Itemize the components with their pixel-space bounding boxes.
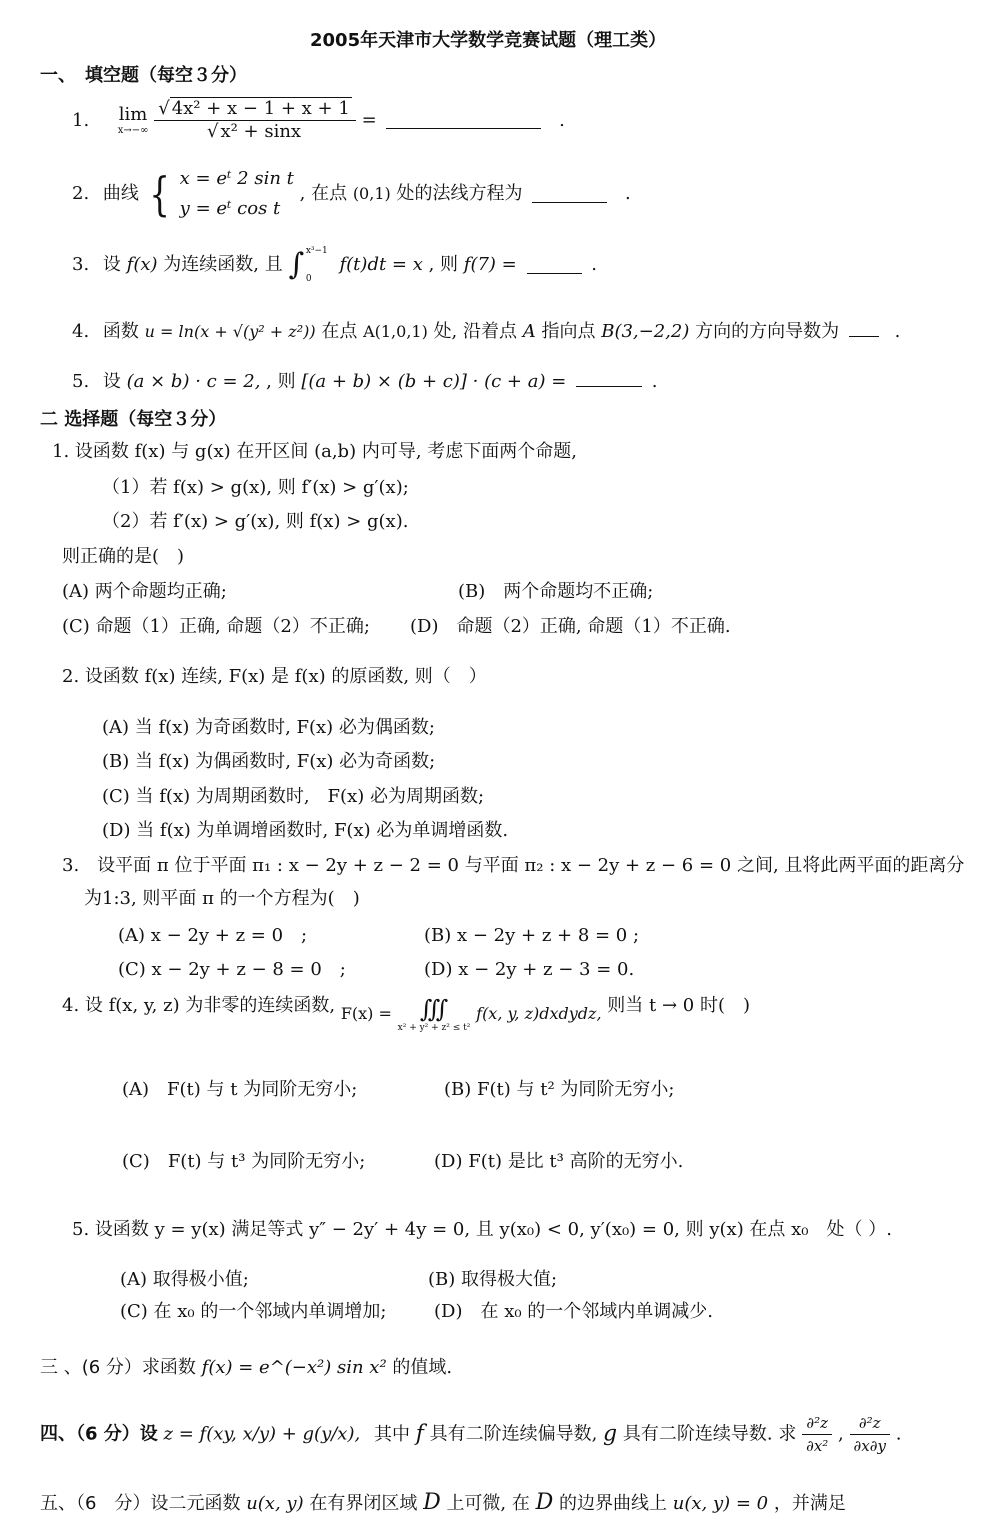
symbol-f: f (415, 1421, 424, 1447)
partial-derivative-xx (802, 1412, 832, 1457)
F-definition: F(x) = (340, 1004, 392, 1023)
question-number: 4. (72, 321, 90, 342)
problem-3-lead: 三 、(6 分）求函数 (40, 1357, 196, 1378)
limit-label: lim (118, 103, 148, 125)
point-a: A(1,0,1) (363, 322, 428, 341)
fill-question-5 (72, 370, 657, 394)
option-a: (A) F(t) 与 t 为同阶无穷小; (122, 1079, 358, 1100)
end-mark: . (624, 183, 631, 204)
fraction-denominator: √ x² + sinx (206, 121, 302, 142)
param-line-y: y = eᵗ cos t (179, 198, 281, 219)
question-number: 3. (72, 254, 90, 275)
choice-question-3-cont: 为1:3, 则平面 π 的一个方程为( ) (84, 888, 360, 909)
option-c: (C) x − 2y + z − 8 = 0 ; (118, 959, 346, 980)
pd-xy-num: ∂²z (850, 1412, 890, 1435)
option-b: (B) F(t) 与 t² 为同阶无穷小; (444, 1079, 675, 1100)
triple-integral (398, 996, 471, 1034)
upper-limit: x³−1 (305, 246, 328, 256)
point-coord: (0,1) (352, 184, 391, 203)
problem-4: 四、（6 分）设 z = f(xy, x/y) + g(y/x), 其中 f 具有二阶连续偏导数, g 具有二阶连续导数. 求 $\frac{\text{∂²z}}{\text{∂x²}}$ , $\frac{\text{∂²z}}{\partial x\partial y}$ . (40, 1414, 902, 1455)
problem-4-text: 具有二阶连续偏导数, (429, 1423, 598, 1445)
question-lead: 设 (102, 371, 121, 392)
system-brace: { (149, 167, 170, 221)
option-d: (D) 命题（2）正确, 命题（1）不正确. (410, 616, 731, 637)
problem-3-function: f(x) = e^(−x²) sin x² (201, 1357, 387, 1378)
limit-operator (118, 105, 149, 137)
end-mark: . (559, 109, 565, 131)
choice-question-5: 5. 设函数 y = y(x) 满足等式 y″ − 2y′ + 4y = 0, 且 y(x₀) < 0, y′(x₀) = 0, 则 y(x) 在点 x₀ 处（ ）. (72, 1219, 892, 1240)
integration-region: x² + y² + z² ≤ t² (397, 1023, 471, 1033)
fraction-numerator: √ 4x² + x − 1 + x + 1 (154, 98, 356, 121)
option-c: (C) 当 f(x) 为周期函数时, F(x) 必为周期函数; (102, 786, 485, 807)
answer-blank (527, 257, 582, 274)
lower-limit: 0 (305, 274, 312, 284)
problem-5-tail: ，并满足 (773, 1493, 846, 1514)
function-symbol: f(x) (126, 254, 158, 275)
option-d: (D) x − 2y + z − 3 = 0. (424, 959, 635, 980)
integrand: f(x, y, z)dxdydz, (476, 1004, 602, 1023)
problem-4-text: 其中 (373, 1423, 410, 1445)
fill-question-1 (72, 98, 565, 160)
f7-expr: f(7) = (463, 254, 517, 275)
fill-question-4 (72, 320, 900, 344)
question-text: 指向点 (541, 321, 596, 342)
question-lead: 曲线 (102, 183, 139, 204)
question-text: 为连续函数, 且 (163, 254, 283, 275)
question-number: 5. (72, 371, 90, 392)
integral-sign: ∫ (288, 247, 305, 282)
question-number: 1. (72, 109, 90, 131)
pd-xy-den: ∂x∂y (853, 1437, 886, 1455)
pd-xx-num: ∂²z (802, 1412, 832, 1435)
problem-3 (40, 1356, 452, 1380)
answer-blank (386, 112, 541, 129)
condition-expr: (a × b) · c = 2, (126, 371, 261, 392)
page-title: 2005年天津市大学数学竞赛试题（理工类） (310, 30, 667, 51)
option-a: (A) 当 f(x) 为奇函数时, F(x) 必为偶函数; (102, 717, 435, 738)
option-c: (C) 在 x₀ 的一个邻域内单调增加; (120, 1301, 387, 1322)
limit-fraction (154, 98, 356, 143)
option-a: (A) 取得极小值; (120, 1269, 249, 1290)
problem-5-text: 上可微, 在 (446, 1493, 530, 1514)
question-text: 处的法线方程为 (396, 183, 523, 204)
choice-ask: 则正确的是( ) (62, 546, 185, 567)
question-text: 在点 (321, 321, 358, 342)
problem-4-function: z = f(xy, x/y) + g(y/x), (163, 1423, 361, 1445)
question-text: , 则 (266, 371, 296, 392)
question-text: 处, 沿着点 (433, 321, 518, 342)
question-text: , 在点 (299, 183, 348, 204)
question-number: 2. (72, 183, 90, 204)
problem-3-tail: 的值域. (392, 1357, 453, 1378)
option-b: (B) 两个命题均不正确; (458, 581, 654, 602)
answer-blank (532, 186, 607, 203)
point-a-label: A (522, 321, 536, 342)
problem-5-text: 在有界闭区域 (309, 1493, 418, 1514)
question-lead: 4. 设 f(x, y, z) 为非零的连续函数, (62, 995, 336, 1016)
end-mark: . (894, 321, 901, 342)
problem-5-text: 的边界曲线上 (559, 1493, 667, 1514)
question-lead: 设 (102, 254, 121, 275)
integral-limits (306, 244, 328, 286)
problem-4-lead: 四、（6 分）设 (40, 1423, 158, 1445)
question-lead: 函数 (102, 321, 139, 342)
target-expr: [(a + b) × (b + c)] · (c + a) = (301, 371, 567, 392)
option-c: (C) 命题（1）正确, 命题（2）不正确; (62, 616, 370, 637)
choice-question-1: 1. 设函数 f(x) 与 g(x) 在开区间 (a,b) 内可导, 考虑下面两个命题, (52, 441, 577, 462)
choice-question-2: 2. 设函数 f(x) 连续, F(x) 是 f(x) 的原函数, 则（ ） (62, 666, 487, 687)
triple-integral-sign: ∭ (419, 995, 449, 1023)
question-text: 方向的方向导数为 (695, 321, 840, 342)
partial-derivative-xy (850, 1412, 890, 1457)
function-expr: u = ln(x + √(y² + z²)) (144, 322, 316, 341)
option-d: (D) 在 x₀ 的一个邻域内单调减少. (434, 1301, 714, 1322)
option-d: (D) 当 f(x) 为单调增函数时, F(x) 必为单调增函数. (102, 820, 509, 841)
numerator-expr: 4x² + x − 1 + x + 1 (171, 98, 350, 119)
limit-subscript: x→−∞ (117, 124, 149, 136)
answer-blank (576, 370, 642, 387)
option-a: (A) x − 2y + z = 0 ; (118, 925, 308, 946)
equals-sign: = (361, 109, 377, 131)
option-c: (C) F(t) 与 t³ 为同阶无穷小; (122, 1151, 366, 1172)
boundary-condition: u(x, y) = 0 (672, 1493, 769, 1514)
pd-xx-den: ∂x² (806, 1437, 829, 1455)
denominator-expr: x² + sinx (220, 121, 302, 142)
section-fill-in-heading: 一、 填空题（每空３分） (40, 65, 247, 86)
answer-blank (849, 320, 879, 337)
choice-question-3: 3. 设平面 π 位于平面 π₁ : x − 2y + z − 2 = 0 与平面 π₂ : x − 2y + z − 6 = 0 之间, 且将此两平面的距离分 (62, 855, 965, 876)
fill-question-2 (72, 164, 631, 226)
question-text: 则当 t → 0 时( ) (607, 995, 750, 1016)
section-choice-heading: 二 选择题（每空３分） (40, 409, 227, 430)
question-text: , 则 (428, 254, 459, 275)
end-mark: . (591, 254, 597, 275)
function-u: u(x, y) (246, 1493, 304, 1514)
option-a: (A) 两个命题均正确; (62, 581, 227, 602)
parametric-system (180, 164, 294, 224)
end-mark: . (651, 371, 658, 392)
param-line-x: x = eᵗ 2 sin t (179, 168, 294, 189)
choice-question-4 (62, 994, 750, 1046)
integrand: f(t)dt = x (339, 254, 423, 275)
problem-5 (40, 1491, 846, 1516)
region-d: D (535, 1490, 554, 1515)
option-b: (B) 取得极大值; (428, 1269, 558, 1290)
fill-question-3 (72, 244, 597, 288)
problem-5-lead: 五、（6 分）设二元函数 (40, 1493, 241, 1514)
region-d: D (423, 1490, 441, 1515)
problem-4-text: 具有二阶连续导数. 求 (622, 1423, 797, 1445)
point-b: B(3,−2,2) (601, 321, 690, 342)
option-b: (B) 当 f(x) 为偶函数时, F(x) 必为奇函数; (102, 751, 436, 772)
proposition-1: （1）若 f(x) > g(x), 则 f′(x) > g′(x); (102, 477, 409, 498)
symbol-g: g (603, 1421, 618, 1447)
option-b: (B) x − 2y + z + 8 = 0 ; (424, 925, 640, 946)
proposition-2: （2）若 f′(x) > g′(x), 则 f(x) > g(x). (102, 511, 409, 532)
option-d: (D) F(t) 是比 t³ 高阶的无穷小. (434, 1151, 684, 1172)
